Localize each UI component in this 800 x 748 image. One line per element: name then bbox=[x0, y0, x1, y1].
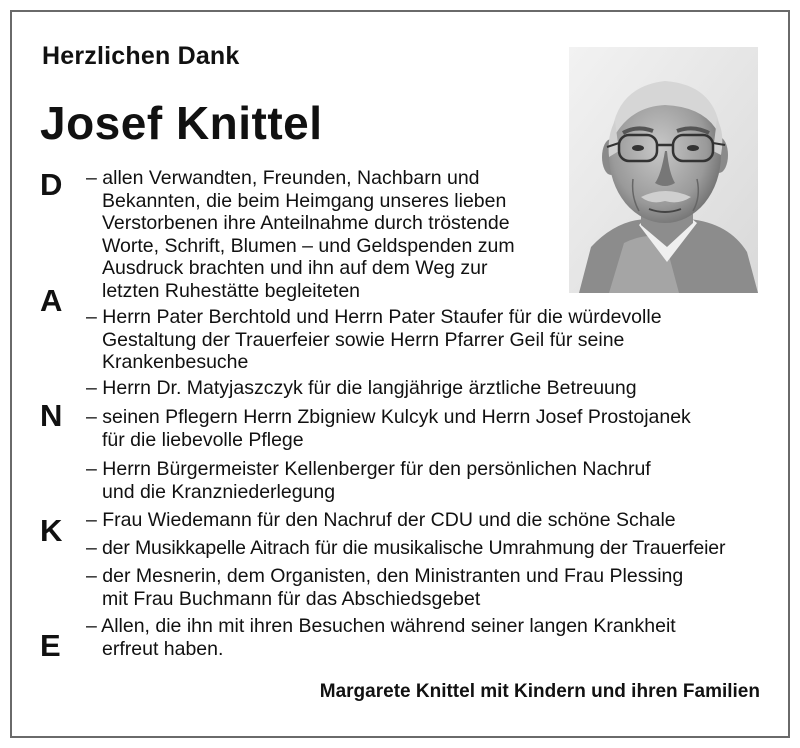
danke-letter-n: N bbox=[40, 398, 63, 433]
thanks-item: – der Musikkapelle Aitrach für die musikalische Umrahmung der Trauerfeier bbox=[86, 537, 726, 559]
portrait-photo bbox=[569, 47, 758, 293]
thanks-item: – seinen Pflegern Herrn Zbigniew Kulcyk und Herrn Josef Prostojanek für die liebevolle Pflege bbox=[86, 406, 691, 451]
thanks-item: – Herrn Dr. Matyjaszczyk für die langjährige ärztliche Betreuung bbox=[86, 377, 637, 399]
signature-line: Margarete Knittel mit Kindern und ihren Familien bbox=[319, 681, 760, 702]
thanks-item: – allen Verwandten, Freunden, Nachbarn und Bekannten, die beim Heimgang unseres lieben Verstorbenen ihre Anteilnahme durch tröstende Worte, Schrift, Blumen – und Geldspenden zum Ausdruck brachten und ihn auf dem Weg zur letzten Ruhestätte begleiteten bbox=[86, 167, 515, 302]
thanks-item: – Herrn Bürgermeister Kellenberger für den persönlichen Nachruf und die Kranzniederlegung bbox=[86, 458, 651, 503]
thanks-item: – der Mesnerin, dem Organisten, den Ministranten und Frau Plessing mit Frau Buchmann für das Abschiedsgebet bbox=[86, 565, 684, 610]
danke-letter-a: A bbox=[40, 283, 63, 318]
thanks-item: – Frau Wiedemann für den Nachruf der CDU und die schöne Schale bbox=[86, 509, 676, 531]
notice-heading: Herzlichen Dank bbox=[42, 42, 240, 70]
danke-letter-d: D bbox=[40, 167, 63, 202]
danke-letter-e: E bbox=[40, 628, 61, 663]
thanks-item: – Herrn Pater Berchtold und Herrn Pater Staufer für die würdevolle Gestaltung der Trauerfeier sowie Herrn Pfarrer Geil für seine Krankenbesuche bbox=[86, 306, 662, 373]
thanks-item: – Allen, die ihn mit ihren Besuchen während seiner langen Krankheit erfreut haben. bbox=[86, 615, 676, 660]
deceased-name: Josef Knittel bbox=[40, 97, 323, 149]
danke-letter-k: K bbox=[40, 513, 63, 548]
